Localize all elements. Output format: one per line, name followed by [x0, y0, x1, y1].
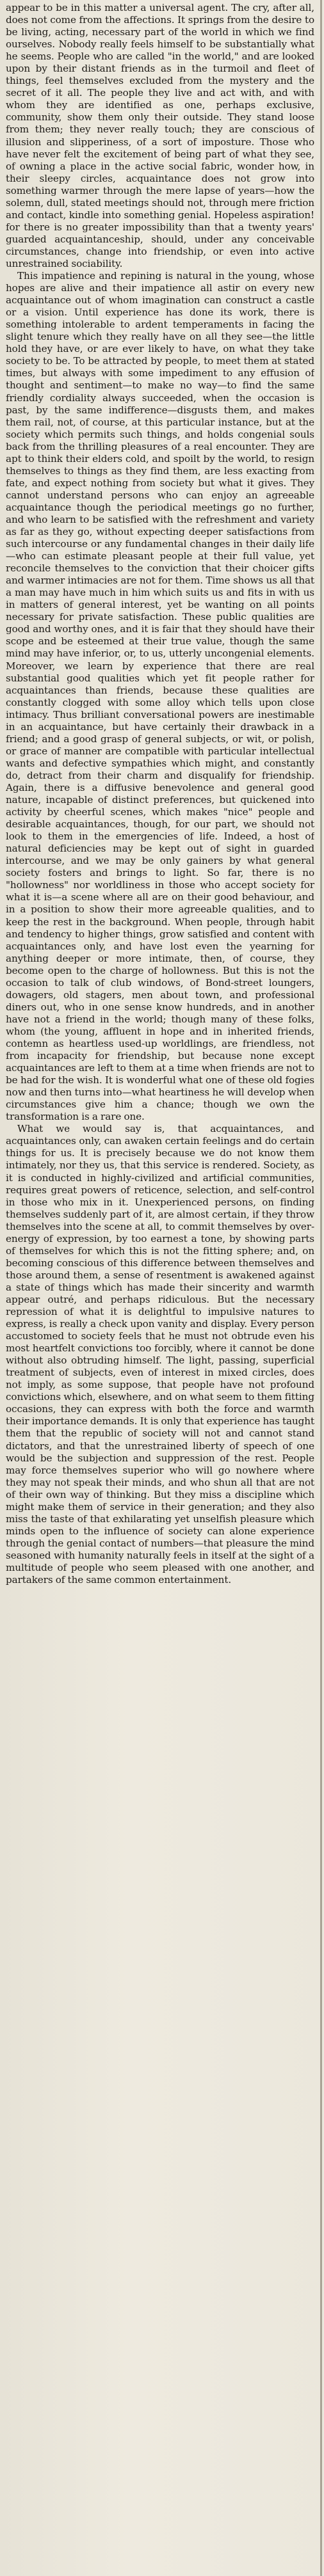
article-paragraph: What we would say is, that acquaintances, and acquaintances only, can awaken certain feelings and do certain things for us. It is precisely because we do not know them intimately, nor they us, that this service is rendered. Society, as it is conducted in highly-civilized and artificial communities, requires great powers of reticence, selection, and self-control in those who mix in it. Unexperienced persons, on finding themselves suddenly part of it, are almost certain, if they throw themselves into the scene at all, to commit themselves by over-energy of expression, by too earnest a tone, by showing parts of themselves for which this is not the fitting sphere; and, on becoming conscious of this difference between themselves and those around them, a sense of resentment is awakened against a state of things which has made their sincerity and warmth appear outré, and perhaps ridiculous. But the necessary repression of what it is delightful to impulsive natures to express, is really a check upon vanity and display. Every person accustomed to society feels that he must not obtrude even his most heartfelt convictions too forcibly, where it cannot be done without also obtruding himself. The light, passing, superficial treatment of subjects, even of interest in mixed circles, does not imply, as some suppose, that people have not profound convictions which, elsewhere, and on what seem to them fitting occasions, they can express with both the force and warmth their importance demands. It is only that experience has taught them that the republic of society will not and cannot stand dictators, and that the unrestrained liberty of speech of one would be the subjection and suppression of the rest. People may force themselves superior who will go nowhere where they may not speak their minds, and who shun all that are not of their own way of thinking. But they miss a discipline which might make them of service in their generation; and they also miss the taste of that exhilarating yet unselfish pleasure which minds open to the influence of society can alone experience through the genial contact of numbers—that pleasure the mind seasoned with humanity naturally feels in itself at the sight of a multitude of people who seem pleased with one another, and partakers of the same common entertainment. — [6, 1123, 314, 1586]
article-paragraph: appear to be in this matter a universal agent. The cry, after all, does not come from the affections. It springs from the desire to be living, acting, necessary part of the world in which we find ourselves. Nobody really feels himself to be substantially what he seems. People who are called "in the world," and are looked upon by their distant friends as in the turmoil and fleet of things, feel themselves excluded from the mystery and the secret of it all. The people they live and act with, and with whom they are identified as one, perhaps exclusive, community, show them only their outside. They stand loose from them; they never really touch; they are conscious of illusion and slipperiness, of a sort of imposture. Those who have never felt the excitement of being part of what they see, of owning a place in the active social fabric, wonder how, in their sleepy circles, acquaintance does not grow into something warmer through the mere lapse of years—how the solemn, dull, stated meetings should not, through mere friction and contact, kindle into something genial. Hopeless aspiration! for there is no greater impossibility than that a twenty years' guarded acquaintanceship, should, under any conceivable circumstances, change into friendship, or even into active unrestrained sociability. — [6, 2, 314, 269]
column-rule — [320, 0, 322, 2576]
article-paragraph: This impatience and repining is natural in the young, whose hopes are alive and their impatience all astir on every new acquaintance out of whom imagination can construct a castle or a vision. Until experience has done its work, there is something intolerable to ardent temperaments in facing the slight tenure which they really have on all they see—the little hold they have, or are ever likely to have, on what they take society to be. To be attracted by people, to meet them at stated times, but always with some impediment to any effusion of thought and sentiment—to make no way—to find the same friendly cordiality always succeeded, when the occasion is past, by the same indifference—disgusts them, and makes them rail, not, of course, at this particular instance, but at the society which permits such things, and holds congenial souls back from the thrilling pleasures of a real encounter. They are apt to think their elders cold, and spoilt by the world, to resign themselves to things as they find them, are less exacting from fate, and expect nothing from society but what it gives. They cannot understand persons who can enjoy an agreeable acquaintance though the periodical meetings go no further, and who learn to be satisfied with the refreshment and variety as far as they go, without expecting deeper satisfactions from such intercourse or any fundamental changes in their daily life—who can estimate pleasant people at their full value, yet reconcile themselves to the conviction that their choicer gifts and warmer intimacies are not for them. Time shows us all that a man may have much in him which suits us and fits in with us in matters of general interest, yet be wanting on all points necessary for private satisfaction. These public qualities are good and worthy ones, and it is fair that they should have their scope and be esteemed at their true value, though the same mind may have inferior, or, to us, utterly uncongenial elements. Moreover, we learn by experience that there are real substantial good qualities which yet fit people rather for acquaintances than friends, because these qualities are constantly clogged with some alloy which tells upon close intimacy. Thus brilliant conversational powers are inestimable in an acquaintance, but have certainly their drawback in a friend; and a good grasp of general subjects, or wit, or polish, or grace of manner are compatible with particular intellectual wants and defective sympathies which might, and constantly do, detract from their charm and disqualify for friendship. Again, there is a diffusive benevolence and general good nature, incapable of distinct preferences, but quickened into activity by cheerful scenes, which makes "nice" people and desirable acquaintances, though, for our part, we should not look to them in the emergencies of life. Indeed, a host of natural deficiencies may be kept out of sight in guarded intercourse, and we may be only gainers by what general society fosters and brings to light. So far, there is no "hollowness" nor worldliness in those who accept society for what it is—a scene where all are on their good behaviour, and in a position to show their more agreeable qualities, and to keep the rest in the background. When people, through habit and tendency to higher things, grow satisfied and content with acquaintances only, and have lost even the yearning for anything deeper or more intimate, then, of course, they become open to the charge of hollowness. But this is not the occasion to talk of club windows, of Bond-street loungers, dowagers, old stagers, men about town, and professional diners out, who in one sense know hundreds, and in another have not a friend in the world; though many of these folks, whom (the young, affluent in hope and in inherited friends, contemn as heartless used-up worldlings, are friendless, not from incapacity for friendship, but because none except acquaintances are left to them at a time when friends are not to be had for the wish. It is wonderful what one of these old fogies now and then turns into—what heartiness he will develop when circumstances give him a chance; though we own the transformation is a rare one. — [6, 270, 314, 1123]
article-column — [6, 2, 314, 2574]
